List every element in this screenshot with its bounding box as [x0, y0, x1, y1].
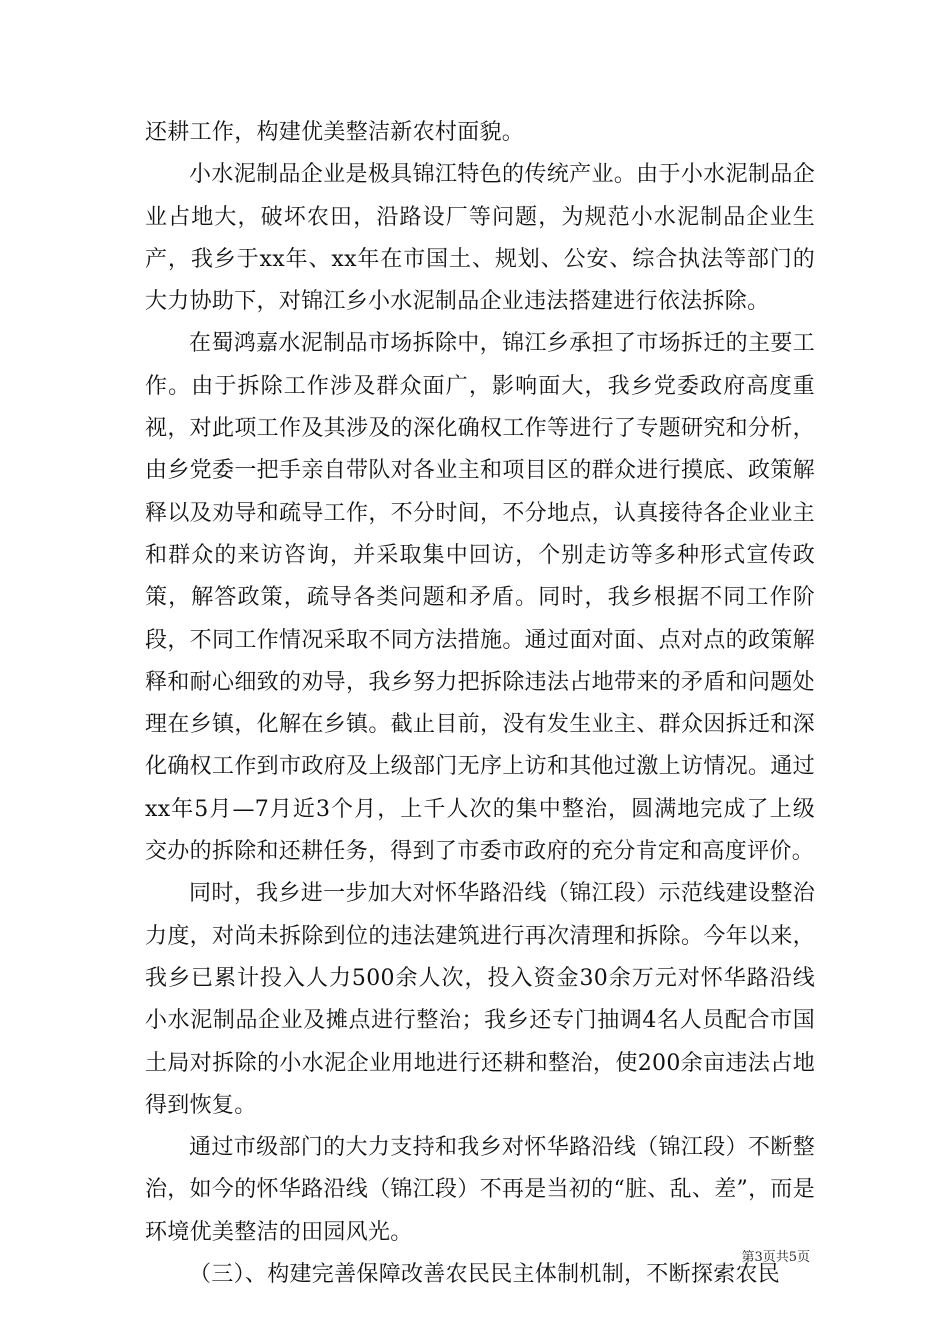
section-heading-three: （三）、构建完善保障改善农民民主体制机制，不断探索农民 — [189, 1262, 781, 1288]
paragraph-demonstration-line: 同时，我乡进一步加大对怀华路沿线（锦江段）示范线建设整治力度，对尚未拆除到位的违法建筑进行再次清理和拆除。今年以来，我乡已累计投入人力500余人次，投入资金30余万元对怀华路沿线小水泥制品企业及摊点进行整治；我乡还专门抽调4名人员配合市国土局对拆除的小水泥企业用地进行还耕和整治，使200余亩违法占地得到恢复。 — [145, 881, 815, 1118]
paragraph-continuation: 还耕工作，构建优美整洁新农村面貌。 — [145, 120, 525, 145]
paragraph-cement-industry: 小水泥制品企业是极具锦江特色的传统产业。由于小水泥制品企业占地大，破坏农田，沿路设厂等问题，为规范小水泥制品企业生产，我乡于xx年、xx年在市国土、规划、公安、综合执法等部门的大力协助下，对锦江乡小水泥制品企业违法搭建进行依法拆除。 — [145, 162, 815, 315]
paragraph-rural-scenery: 通过市级部门的大力支持和我乡对怀华路沿线（锦江段）不断整治，如今的怀华路沿线（锦江段）不再是当初的“脏、乱、差”，而是环境优美整洁的田园风光。 — [145, 1135, 815, 1245]
page-number-footer: 第3页共5页 — [741, 1250, 810, 1265]
body-text — [145, 112, 815, 1296]
paragraph-market-demolition: 在蜀鸿嘉水泥制品市场拆除中，锦江乡承担了市场拆迁的主要工作。由于拆除工作涉及群众面广，影响面大，我乡党委政府高度重视，对此项工作及其涉及的深化确权工作等进行了专题研究和分析，由乡党委一把手亲自带队对各业主和项目区的群众进行摸底、政策解释以及劝导和疏导工作，不分时间，不分地点，认真接待各企业业主和群众的来访咨询，并采取集中回访，个别走访等多种形式宣传政策，解答政策，疏导各类问题和矛盾。同时，我乡根据不同工作阶段，不同工作情况采取不同方法措施。通过面对面、点对点的政策解释和耐心细致的劝导，我乡努力把拆除违法占地带来的矛盾和问题处理在乡镇，化解在乡镇。截止目前，没有发生业主、群众因拆迁和深化确权工作到市政府及上级部门无序上访和其他过激上访情况。通过xx年5月—7月近3个月，上千人次的集中整治，圆满地完成了上级交办的拆除和还耕任务，得到了市委市政府的充分肯定和高度评价。 — [145, 331, 815, 865]
